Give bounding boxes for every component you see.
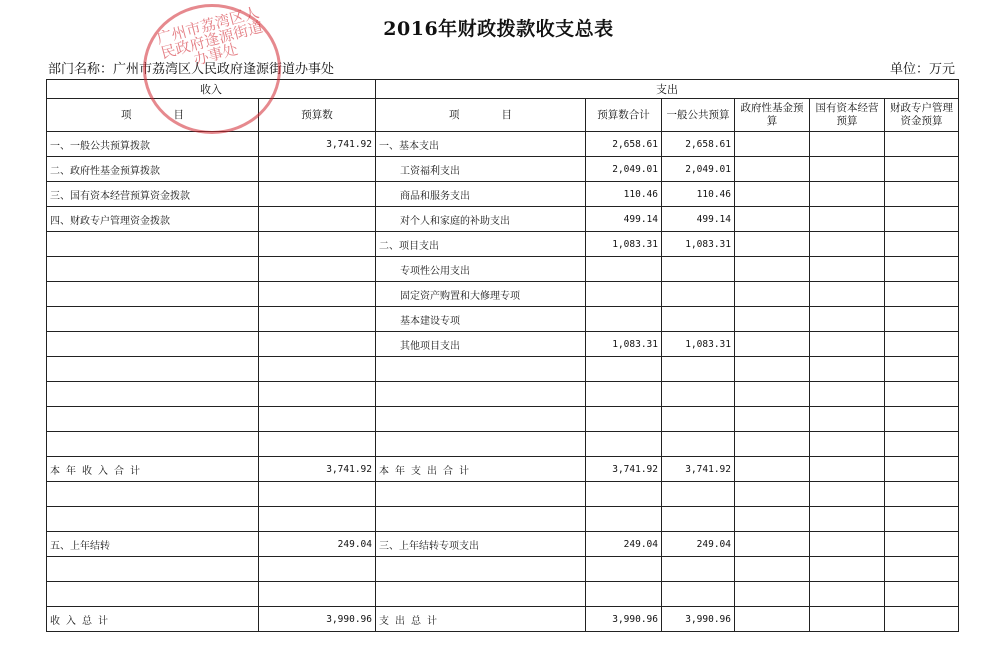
income-value <box>259 207 376 232</box>
income-value <box>259 382 376 407</box>
expense-item: 专项性公用支出 <box>376 257 586 282</box>
table-body <box>47 132 959 632</box>
expense-special <box>885 432 959 457</box>
income-value <box>259 357 376 382</box>
expense-item <box>376 382 586 407</box>
expense-gov-fund <box>735 232 810 257</box>
expense-general: 499.14 <box>662 207 735 232</box>
expense-state-capital <box>810 432 885 457</box>
expense-special <box>885 182 959 207</box>
expense-state-capital <box>810 532 885 557</box>
expense-general: 1,083.31 <box>662 332 735 357</box>
expense-item: 对个人和家庭的补助支出 <box>376 207 586 232</box>
income-item <box>47 232 259 257</box>
table-row <box>47 607 959 632</box>
expense-total: 249.04 <box>586 532 662 557</box>
table-row <box>47 332 959 357</box>
expense-item-header: 项 目 <box>376 99 586 132</box>
expense-special <box>885 282 959 307</box>
expense-item: 商品和服务支出 <box>376 182 586 207</box>
header-row-1 <box>47 80 959 99</box>
expense-general <box>662 507 735 532</box>
income-item <box>47 257 259 282</box>
expense-total: 110.46 <box>586 182 662 207</box>
expense-total <box>586 557 662 582</box>
income-value <box>259 232 376 257</box>
expense-item: 二、项目支出 <box>376 232 586 257</box>
table-row <box>47 257 959 282</box>
expense-gov-fund <box>735 557 810 582</box>
expense-special <box>885 357 959 382</box>
expense-special <box>885 157 959 182</box>
expense-item: 支出总计 <box>376 607 586 632</box>
expense-total: 1,083.31 <box>586 332 662 357</box>
gov-fund-header: 政府性基金预算 <box>735 99 810 132</box>
budget-summary-table <box>46 79 959 632</box>
income-value <box>259 282 376 307</box>
income-value <box>259 157 376 182</box>
expense-gov-fund <box>735 357 810 382</box>
expense-special <box>885 457 959 482</box>
expense-item: 工资福利支出 <box>376 157 586 182</box>
expense-item <box>376 357 586 382</box>
expense-total <box>586 482 662 507</box>
table-row <box>47 132 959 157</box>
income-item: 四、财政专户管理资金拨款 <box>47 207 259 232</box>
expense-special <box>885 532 959 557</box>
expense-state-capital <box>810 232 885 257</box>
expense-total <box>586 407 662 432</box>
table-row <box>47 182 959 207</box>
income-header: 收入 <box>47 80 376 99</box>
expense-item <box>376 407 586 432</box>
income-item <box>47 507 259 532</box>
income-value <box>259 432 376 457</box>
table-row <box>47 507 959 532</box>
table-row <box>47 407 959 432</box>
expense-gov-fund <box>735 382 810 407</box>
expense-gov-fund <box>735 132 810 157</box>
table-row <box>47 557 959 582</box>
table-row <box>47 532 959 557</box>
unit-label: 单位：万元 <box>889 62 955 77</box>
expense-gov-fund <box>735 482 810 507</box>
income-value: 3,990.96 <box>259 607 376 632</box>
expense-general <box>662 557 735 582</box>
expense-state-capital <box>810 182 885 207</box>
expense-special <box>885 607 959 632</box>
table-row <box>47 457 959 482</box>
income-item <box>47 332 259 357</box>
expense-total <box>586 257 662 282</box>
expense-general <box>662 482 735 507</box>
table-row <box>47 307 959 332</box>
expense-item: 基本建设专项 <box>376 307 586 332</box>
expense-item: 一、基本支出 <box>376 132 586 157</box>
expense-state-capital <box>810 132 885 157</box>
income-item <box>47 282 259 307</box>
income-value: 249.04 <box>259 532 376 557</box>
expense-item <box>376 432 586 457</box>
expense-general: 2,658.61 <box>662 132 735 157</box>
income-item: 一、一般公共预算拨款 <box>47 132 259 157</box>
expense-gov-fund <box>735 257 810 282</box>
header-row-2 <box>47 99 959 132</box>
expense-general <box>662 432 735 457</box>
expense-gov-fund <box>735 457 810 482</box>
expense-general: 2,049.01 <box>662 157 735 182</box>
expense-special <box>885 382 959 407</box>
income-value <box>259 507 376 532</box>
income-value <box>259 557 376 582</box>
expense-state-capital <box>810 457 885 482</box>
expense-state-capital <box>810 357 885 382</box>
table-row <box>47 282 959 307</box>
expense-total <box>586 582 662 607</box>
expense-gov-fund <box>735 207 810 232</box>
expense-special <box>885 232 959 257</box>
expense-item <box>376 557 586 582</box>
expense-item: 固定资产购置和大修理专项 <box>376 282 586 307</box>
expense-general <box>662 382 735 407</box>
expense-special <box>885 332 959 357</box>
income-value <box>259 307 376 332</box>
expense-total <box>586 282 662 307</box>
income-item <box>47 557 259 582</box>
expense-general <box>662 582 735 607</box>
expense-header: 支出 <box>376 80 959 99</box>
expense-total <box>586 357 662 382</box>
expense-total: 499.14 <box>586 207 662 232</box>
income-value <box>259 257 376 282</box>
expense-total <box>586 432 662 457</box>
expense-special <box>885 507 959 532</box>
income-budget-header: 预算数 <box>259 99 376 132</box>
special-fund-header: 财政专户管理资金预算 <box>885 99 959 132</box>
expense-total <box>586 382 662 407</box>
expense-state-capital <box>810 407 885 432</box>
table-row <box>47 232 959 257</box>
income-value: 3,741.92 <box>259 132 376 157</box>
expense-gov-fund <box>735 282 810 307</box>
expense-gov-fund <box>735 607 810 632</box>
expense-gov-fund <box>735 332 810 357</box>
expense-general: 1,083.31 <box>662 232 735 257</box>
department-name: 部门名称：广州市荔湾区人民政府逢源街道办事处 <box>48 62 335 77</box>
expense-state-capital <box>810 482 885 507</box>
expense-total: 2,049.01 <box>586 157 662 182</box>
table-row <box>47 157 959 182</box>
expense-state-capital <box>810 557 885 582</box>
table-row <box>47 382 959 407</box>
expense-state-capital <box>810 207 885 232</box>
expense-item: 三、上年结转专项支出 <box>376 532 586 557</box>
income-item: 五、上年结转 <box>47 532 259 557</box>
general-budget-header: 一般公共预算 <box>662 99 735 132</box>
income-item <box>47 357 259 382</box>
expense-general: 110.46 <box>662 182 735 207</box>
income-item: 二、政府性基金预算拨款 <box>47 157 259 182</box>
expense-total: 2,658.61 <box>586 132 662 157</box>
expense-state-capital <box>810 582 885 607</box>
expense-general: 3,741.92 <box>662 457 735 482</box>
expense-gov-fund <box>735 407 810 432</box>
expense-special <box>885 582 959 607</box>
expense-total: 3,990.96 <box>586 607 662 632</box>
income-value: 3,741.92 <box>259 457 376 482</box>
expense-general <box>662 407 735 432</box>
expense-gov-fund <box>735 432 810 457</box>
page-title: 2016年财政拨款收支总表 <box>383 18 614 40</box>
expense-item: 本年支出合计 <box>376 457 586 482</box>
expense-special <box>885 132 959 157</box>
income-item <box>47 307 259 332</box>
expense-state-capital <box>810 157 885 182</box>
expense-general: 3,990.96 <box>662 607 735 632</box>
expense-total: 1,083.31 <box>586 232 662 257</box>
income-item <box>47 382 259 407</box>
expense-item <box>376 507 586 532</box>
expense-total <box>586 307 662 332</box>
expense-item <box>376 482 586 507</box>
income-value <box>259 182 376 207</box>
expense-gov-fund <box>735 182 810 207</box>
expense-general: 249.04 <box>662 532 735 557</box>
budget-total-header: 预算数合计 <box>586 99 662 132</box>
income-item <box>47 582 259 607</box>
expense-gov-fund <box>735 507 810 532</box>
expense-special <box>885 207 959 232</box>
seal-text: 广州市荔湾区人民政府逢源街道办事处 <box>154 3 265 70</box>
expense-gov-fund <box>735 307 810 332</box>
expense-special <box>885 407 959 432</box>
income-value <box>259 482 376 507</box>
expense-state-capital <box>810 332 885 357</box>
expense-state-capital <box>810 382 885 407</box>
expense-total: 3,741.92 <box>586 457 662 482</box>
expense-gov-fund <box>735 532 810 557</box>
income-value <box>259 332 376 357</box>
expense-special <box>885 557 959 582</box>
income-item: 收入总计 <box>47 607 259 632</box>
table-row <box>47 357 959 382</box>
expense-total <box>586 507 662 532</box>
expense-item <box>376 582 586 607</box>
expense-special <box>885 482 959 507</box>
expense-gov-fund <box>735 157 810 182</box>
income-item <box>47 407 259 432</box>
income-item-header: 项 目 <box>47 99 259 132</box>
table-row <box>47 207 959 232</box>
income-item <box>47 482 259 507</box>
expense-state-capital <box>810 257 885 282</box>
expense-special <box>885 257 959 282</box>
expense-state-capital <box>810 307 885 332</box>
expense-state-capital <box>810 507 885 532</box>
expense-general <box>662 257 735 282</box>
expense-state-capital <box>810 607 885 632</box>
expense-item: 其他项目支出 <box>376 332 586 357</box>
income-item: 三、国有资本经营预算资金拨款 <box>47 182 259 207</box>
table-row <box>47 482 959 507</box>
income-value <box>259 407 376 432</box>
expense-general <box>662 307 735 332</box>
expense-gov-fund <box>735 582 810 607</box>
income-value <box>259 582 376 607</box>
expense-general <box>662 282 735 307</box>
table-row <box>47 432 959 457</box>
table-row <box>47 582 959 607</box>
income-item: 本年收入合计 <box>47 457 259 482</box>
expense-special <box>885 307 959 332</box>
expense-state-capital <box>810 282 885 307</box>
income-item <box>47 432 259 457</box>
state-capital-header: 国有资本经营预算 <box>810 99 885 132</box>
expense-general <box>662 357 735 382</box>
